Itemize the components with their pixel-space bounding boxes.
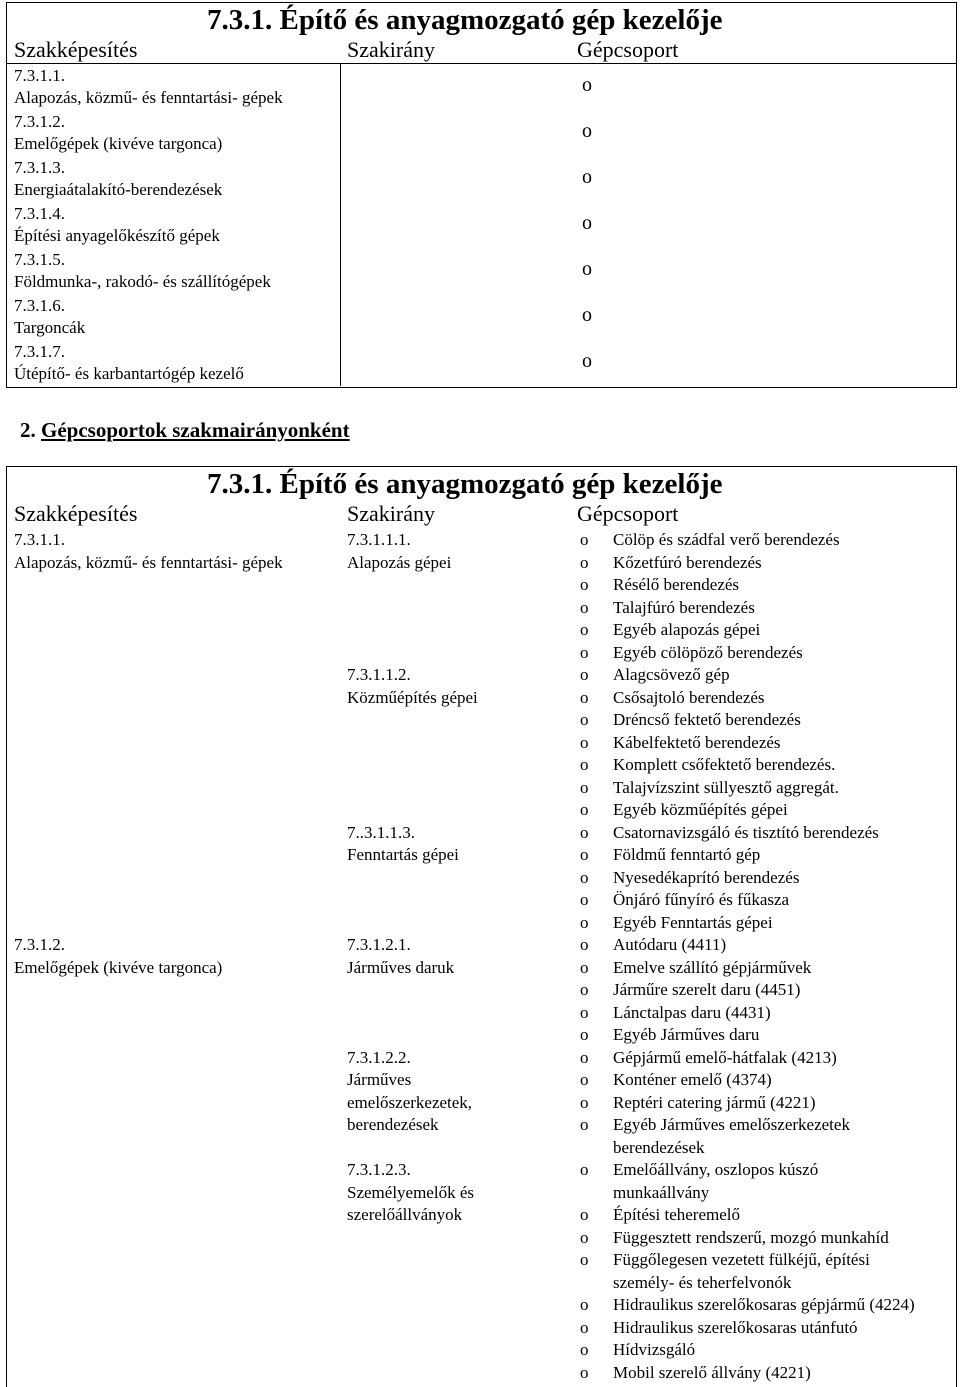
bullet-marker: o [580,980,589,999]
row-code: 7.3.1.7. [14,342,65,361]
row-name: Földmunka-, rakodó- és szállítógépek [14,272,271,291]
list-item [580,1339,695,1362]
bullet-marker: o [580,1205,589,1224]
row-qualification [14,295,85,339]
item-label: Kábelfektető berendezés [613,732,781,752]
item-label: Cölöp és szádfal verő berendezés [613,530,840,549]
bullet-marker: o [582,212,592,234]
row-code: 7.3.1.2. [14,112,65,131]
item-label: Járműre szerelt daru (4451) [613,980,801,999]
subgroup-line: emelőszerkezetek, [347,1092,473,1112]
bullet-marker: o [580,1250,589,1269]
row-name: Emelőgépek (kivéve targonca) [14,134,223,153]
list-item [580,1272,791,1295]
row-qualification [14,203,220,247]
subgroup-line: Közműépítés gépei [347,687,478,707]
item-label: Reptéri catering jármű (4221) [613,1092,816,1112]
item-label: Függőlegesen vezetett fülkéjű, építési [613,1250,870,1269]
list-item [580,529,840,552]
row-code: 7.3.1.1. [14,66,65,85]
list-item [580,1227,889,1250]
item-label: Egyéb Járműves daru [613,1025,760,1044]
item-label: Dréncső fektető berendezés [613,710,801,729]
item-label: személy- és teherfelvonók [613,1272,792,1292]
item-label: Lánctalpas daru (4431) [613,1002,771,1022]
list-item [580,732,781,755]
bullet-marker: o [582,304,592,326]
bullet-marker: o [582,350,592,372]
item-label: Nyesedékaprító berendezés [613,867,800,887]
subgroup-cell [347,1047,472,1137]
table-row [7,110,956,156]
item-label: Résélő berendezés [613,575,740,594]
row-qualification [14,341,244,385]
subgroup-cell [347,934,454,979]
list-item [580,709,801,732]
list-item [580,777,839,800]
list-item [580,912,773,935]
subgroup-line: Járműves daruk [347,957,455,977]
item-label: Függesztett rendszerű, mozgó munkahíd [613,1227,889,1247]
bullet-marker: o [580,1340,589,1359]
list-item [580,867,799,890]
list-item [580,1137,705,1160]
group-code: 7.3.1.1. [14,530,65,549]
item-label: Konténer emelő (4374) [613,1070,772,1089]
table-row [7,248,956,294]
item-label: Talajvízszint süllyesztő aggregát. [613,777,839,797]
list-item [580,597,755,620]
group-cell [14,529,283,574]
bullet-marker: o [580,1295,589,1314]
bullet-marker: o [580,732,589,752]
bullet-marker: o [580,777,589,797]
bullet-marker: o [580,687,589,707]
subgroup-line: 7.3.1.2.3. [347,1160,411,1179]
row-code: 7.3.1.6. [14,296,65,315]
row-name: Útépítő- és karbantartógép kezelő [14,364,244,383]
list-item [580,552,762,575]
subgroup-line: 7.3.1.2.1. [347,935,411,954]
subgroup-line: 7.3.1.2.2. [347,1047,411,1067]
row-name: Energiaátalakító-berendezések [14,180,223,199]
list-item [580,574,739,597]
bullet-marker: o [580,575,589,594]
list-item [580,1069,772,1092]
bullet-marker: o [580,552,589,572]
row-qualification [14,65,283,109]
table-row [7,294,956,340]
bullet-marker: o [580,800,589,819]
bullet-marker: o [580,755,589,774]
table-body [7,63,956,386]
bullet-marker: o [582,166,592,188]
list-item [580,979,800,1002]
list-item [580,642,803,665]
list-item [580,844,760,867]
item-label: Egyéb Fenntartás gépei [613,912,773,932]
table-header [7,37,956,63]
item-label: Hidraulikus szerelőkosaras gépjármű (4224) [613,1295,915,1314]
header-qualification: Szakképesítés [14,37,138,62]
header-machine-group: Gépcsoport [577,501,679,526]
item-label: Talajfúró berendezés [613,597,755,617]
list-item [580,1024,759,1047]
list-item [580,754,835,777]
section-number: 2. [20,418,36,442]
subgroup-cell [347,822,459,867]
subgroup-line: Személyemelők és [347,1182,474,1202]
item-label: Csősajtoló berendezés [613,687,765,707]
subgroup-line: Fenntartás gépei [347,845,459,864]
bullet-marker: o [580,1160,589,1179]
list-item [580,822,879,845]
table-row [7,340,956,386]
bullet-marker: o [580,845,589,864]
list-item [580,934,726,957]
item-label: Építési teheremelő [613,1205,740,1224]
list-item [580,1317,858,1340]
item-label: Hidraulikus szerelőkosaras utánfutó [613,1317,858,1337]
list-item [580,1294,915,1317]
group-cell [14,934,222,979]
bullet-marker: o [582,120,592,142]
list-item [580,619,760,642]
row-qualification [14,249,271,293]
bullet-marker: o [580,530,589,549]
header-specialization: Szakirány [347,501,435,526]
item-label: Komplett csőfektető berendezés. [613,755,836,774]
subgroup-line: szerelőállványok [347,1205,463,1224]
bullet-marker: o [580,935,589,954]
item-label: Gépjármű emelő-hátfalak (4213) [613,1047,837,1067]
list-item [580,1047,837,1070]
section-heading [20,418,350,443]
list-item [580,1159,818,1182]
item-label: Földmű fenntartó gép [613,845,761,864]
item-label: Egyéb közműépítés gépei [613,800,788,819]
subgroup-line: 7.3.1.1.1. [347,530,411,549]
bullet-marker: o [580,620,589,639]
bullet-marker: o [580,822,589,842]
section-title: Gépcsoportok szakmairányonként [41,418,350,442]
row-name: Targoncák [14,318,86,337]
subgroup-line: 7..3.1.1.3. [347,822,415,842]
bullet-marker: o [580,890,589,909]
item-label: Emelve szállító gépjárművek [613,957,812,977]
header-machine-group: Gépcsoport [577,37,679,62]
table-title: 7.3.1. Építő és anyagmozgató gép kezelője [207,4,723,36]
subgroup-line: berendezések [347,1115,439,1134]
row-code: 7.3.1.5. [14,250,65,269]
list-item [580,957,811,980]
item-label: Egyéb cölöpöző berendezés [613,642,803,662]
subgroup-line: Alapozás gépei [347,552,452,572]
table-title: 7.3.1. Építő és anyagmozgató gép kezelője [207,468,723,500]
row-qualification [14,157,222,201]
list-item [580,687,765,710]
bullet-marker: o [580,1092,589,1112]
list-item [580,1204,740,1227]
bullet-marker: o [580,1025,589,1044]
bullet-marker: o [580,957,589,977]
row-name: Alapozás, közmű- és fenntartási- gépek [14,88,283,107]
list-item [580,1002,771,1025]
list-item [580,1249,870,1272]
subgroup-line: Járműves [347,1070,412,1089]
item-label: Egyéb alapozás gépei [613,620,761,639]
item-label: Önjáró fűnyíró és fűkasza [613,890,790,909]
item-label: Hídvizsgáló [613,1340,696,1359]
bullet-marker: o [580,1362,589,1382]
subgroup-cell [347,664,478,709]
item-label: Autódaru (4411) [613,935,727,954]
list-item [580,799,788,822]
bullet-marker: o [582,74,592,96]
item-label: Egyéb Járműves emelőszerkezetek [613,1115,850,1134]
item-label: berendezések [613,1137,705,1157]
bullet-marker: o [580,710,589,729]
item-label: Csatornavizsgáló és tisztító berendezés [613,822,879,842]
item-label: Mobil szerelő állvány (4221) [613,1362,811,1382]
bullet-marker: o [580,1047,589,1067]
bullet-marker: o [580,1227,589,1247]
table-row [7,64,956,110]
item-label: Emelőállvány, oszlopos kúszó [613,1160,819,1179]
row-name: Építési anyagelőkészítő gépek [14,226,220,245]
table-row [7,156,956,202]
machine-group-table [6,2,957,388]
bullet-marker: o [580,1070,589,1089]
bullet-marker: o [580,1002,589,1022]
group-code: 7.3.1.2. [14,935,65,954]
bullet-marker: o [580,642,589,662]
machine-groups-by-specialization-table [6,466,957,1387]
header-specialization: Szakirány [347,37,435,62]
list-item [580,1182,709,1205]
table-header [7,501,956,527]
item-label: munkaállvány [613,1182,710,1202]
list-item [580,1092,816,1115]
row-code: 7.3.1.3. [14,158,65,177]
group-name: Emelőgépek (kivéve targonca) [14,957,223,977]
row-qualification [14,111,222,155]
bullet-marker: o [580,1317,589,1337]
bullet-marker: o [580,597,589,617]
bullet-marker: o [580,867,589,887]
bullet-marker: o [580,1115,589,1134]
bullet-marker: o [582,258,592,280]
subgroup-cell [347,529,451,574]
header-qualification: Szakképesítés [14,501,138,526]
bullet-marker: o [580,912,589,932]
list-item [580,1362,811,1385]
row-code: 7.3.1.4. [14,204,65,223]
group-name: Alapozás, közmű- és fenntartási- gépek [14,552,283,572]
subgroup-cell [347,1159,474,1227]
item-label: Alagcsövező gép [613,665,730,684]
list-item [580,889,789,912]
subgroup-line: 7.3.1.1.2. [347,665,411,684]
bullet-marker: o [580,665,589,684]
list-item [580,664,730,687]
item-label: Kőzetfúró berendezés [613,552,762,572]
list-item [580,1114,850,1137]
table-row [7,202,956,248]
